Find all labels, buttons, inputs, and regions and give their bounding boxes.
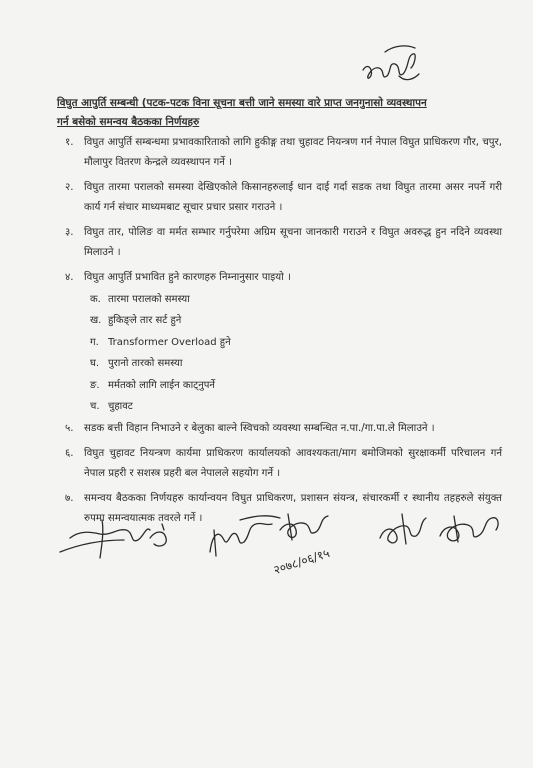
signatures-block — [40, 500, 510, 590]
item-text: विघुत तारमा परालको समस्या देखिएकोले किसानहरुलाई धान दाई गर्दा सडक तथा विघुत तारमा असर नपर्ने गरी कार्य गर्न संचार माध्यमबाट सूचार प्रचार प्रसार गराउने । — [84, 182, 502, 213]
cause-text: हुकिङ्ले तार सर्ट हुने — [108, 315, 182, 326]
cause-item — [90, 290, 502, 312]
decision-item — [57, 223, 502, 262]
cause-item — [90, 397, 502, 419]
signature-3 — [280, 514, 328, 540]
cause-text: मर्मतको लागि लाईन काट्नुपर्ने — [108, 379, 215, 391]
cause-text: पुरानो तारको समस्या — [108, 358, 183, 369]
decision-item — [57, 178, 502, 217]
cause-text: Transformer Overload हुने — [108, 336, 231, 348]
signature-4 — [380, 514, 426, 544]
item-text: सडक बत्ती विहान निभाउने र बेलुका बाल्ने स्विचको व्यवस्था सम्बन्धित न.पा./गा.पा.ले मिलाउने । — [84, 422, 435, 434]
cause-item — [90, 376, 502, 398]
cause-item — [90, 311, 502, 333]
signature-2 — [210, 516, 280, 556]
signature-top — [355, 38, 425, 90]
causes-list — [90, 290, 502, 419]
decision-item — [57, 268, 502, 288]
document-heading — [57, 94, 495, 132]
signature-1 — [60, 520, 166, 558]
cause-item — [90, 354, 502, 376]
cause-text: तारमा परालको समस्या — [108, 293, 190, 305]
cause-mark: ग. — [90, 336, 99, 348]
item-number: ४. — [65, 272, 74, 283]
item-number: ७. — [65, 493, 74, 504]
decision-item — [57, 419, 502, 439]
cause-mark: च. — [90, 401, 100, 412]
decision-item — [57, 133, 502, 172]
decision-list — [57, 133, 502, 534]
cause-mark: क. — [90, 293, 101, 305]
cause-mark: ख. — [90, 315, 102, 326]
item-text: विघुत आपुर्ति सम्बन्धमा प्रभावकारिताको लागि हुकीङ्ग तथा चुहावट नियन्त्रण गर्न नेपाल विघुत प्राधिकरण गौर, चपुर, मौलापुर वितरण केन्द्रले व्यवस्थापन गर्ने । — [84, 137, 502, 168]
decision-item — [57, 444, 502, 483]
heading-line-2: गर्न बसेको समन्वय बैठकका निर्णयहरु — [57, 116, 200, 128]
item-text: विघुत आपुर्ति प्रभावित हुने कारणहरु निम्नानुसार पाइयो । — [84, 272, 291, 283]
item-number: ३. — [65, 227, 74, 238]
item-text: विघुत तार, पोलिङ वा मर्मत सम्भार गर्नुपरेमा अग्रिम सूचना जानकारी गराउने र विघुत अवरुद्ध हुन नदिने व्यवस्था मिलाउने । — [84, 227, 502, 258]
signature-5 — [440, 516, 498, 542]
item-number: ६. — [65, 448, 74, 459]
cause-item — [90, 333, 502, 355]
signature-date: २०७८/०६/१५ — [271, 545, 332, 578]
item-text: समन्वय बैठकका निर्णयहरु कार्यान्वयन विघुत प्राधिकरण, प्रशासन संयन्त्र, संचारकर्मी र स्थानीय तहहरुले संयुक्त रुपमा समन्वयात्मक तवरले गर्ने । — [84, 493, 502, 524]
heading-line-1: विघुत आपुर्ति सम्बन्धी (पटक-पटक विना सूचना बत्ती जाने समस्या वारे प्राप्त जनगुनासो व्यवस्थापन — [57, 97, 427, 109]
item-number: ५. — [65, 422, 74, 434]
item-text: विघुत चुहावट नियन्त्रण कार्यमा प्राधिकरण कार्यालयको आवश्यकता/माग बमोजिमको सुरक्षाकर्मी परिचालन गर्न नेपाल प्रहरी र सशस्त्र प्रहरी बल नेपालले सहयोग गर्ने । — [84, 448, 502, 479]
item-number: २. — [65, 182, 74, 193]
cause-mark: ङ. — [90, 379, 100, 391]
cause-mark: घ. — [90, 358, 100, 369]
cause-text: चुहावट — [108, 401, 133, 412]
item-number: १. — [65, 137, 74, 148]
